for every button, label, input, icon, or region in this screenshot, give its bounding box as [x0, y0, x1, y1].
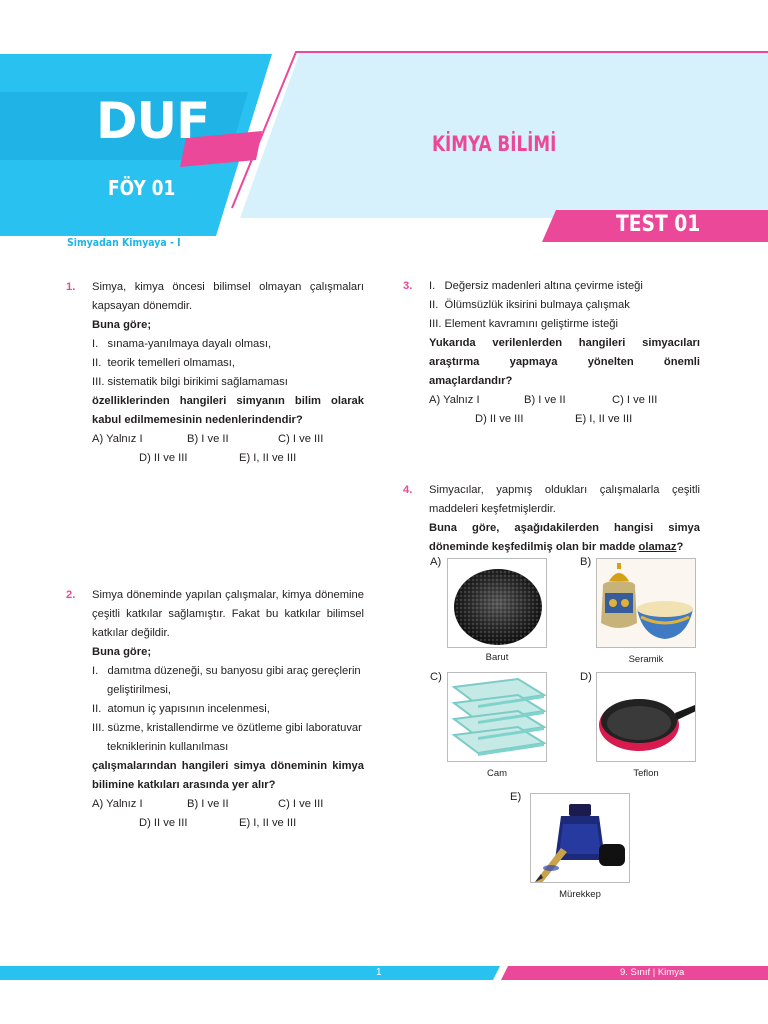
- option-d[interactable]: D) II ve III: [475, 413, 524, 425]
- question-number: 3.: [403, 280, 413, 292]
- options-row-2: [92, 449, 364, 468]
- option-d[interactable]: D) II ve III: [139, 817, 188, 829]
- question-3: [403, 277, 700, 429]
- option-b[interactable]: B) I ve II: [187, 433, 229, 445]
- question-lead: Buna göre;: [92, 646, 152, 658]
- question-number: 2.: [66, 589, 76, 601]
- course-label: 9. Sınıf | Kimya: [620, 967, 685, 978]
- caption-d: Teflon: [633, 768, 659, 779]
- option-b[interactable]: B) I ve II: [524, 394, 566, 406]
- option-e[interactable]: E) I, II ve III: [239, 817, 297, 829]
- sheet-number: FÖY 01: [108, 176, 176, 200]
- question-stem: Simya döneminde yapılan çalışmalar, kimya dönemine çeşitli katkılar sağlamıştır. Fakat bu katkılar bilimsel katkılar değildir.: [92, 589, 364, 639]
- caption-c: Cam: [486, 768, 508, 779]
- option-c[interactable]: C) I ve III: [278, 433, 324, 445]
- statement-3: III. süzme, kristallendirme ve özütleme gibi laboratuvar tekniklerinin kullanılması: [92, 722, 362, 753]
- ink-image[interactable]: [530, 793, 630, 883]
- option-b[interactable]: B) I ve II: [187, 798, 229, 810]
- option-e[interactable]: E) I, II ve III: [575, 413, 633, 425]
- caption-a: Barut: [485, 652, 509, 663]
- page-title: KİMYA BİLİMİ: [432, 132, 557, 156]
- option-a[interactable]: A) Yalnız I: [92, 433, 143, 445]
- options-row-1: [92, 430, 364, 449]
- option-e[interactable]: E) I, II ve III: [239, 452, 297, 464]
- test-label: TEST 01: [616, 212, 701, 237]
- ceramic-image[interactable]: [596, 558, 696, 648]
- question-lead: Buna göre;: [92, 319, 152, 331]
- question-4: [403, 481, 700, 557]
- question-text: çalışmalarından hangileri simya döneminin kimya bilimine katkıları arasında yer alır?: [92, 760, 364, 791]
- choice-b-letter[interactable]: B): [580, 556, 592, 568]
- option-d[interactable]: D) II ve III: [139, 452, 188, 464]
- question-text: Yukarıda verilenlerden hangileri simyacıları araştırma yapmaya yönelten önemli amaçlardandır?: [429, 337, 700, 387]
- statement-2: II. Ölümsüzlük iksirini bulmaya çalışmak: [429, 299, 630, 311]
- option-c[interactable]: C) I ve III: [278, 798, 324, 810]
- gunpowder-image[interactable]: [447, 558, 547, 648]
- teflon-pan-image[interactable]: [596, 672, 696, 762]
- negative-emphasis: olamaz: [638, 541, 677, 553]
- options-row-2: [429, 410, 700, 429]
- brand-logo: DUF: [96, 92, 210, 150]
- question-1: [66, 278, 364, 468]
- statement-1: I. Değersiz madenleri altına çevirme isteği: [429, 280, 643, 292]
- statement-2: II. teorik temelleri olmaması,: [92, 357, 235, 369]
- question-text: özelliklerinden hangileri simyanın bilim olarak kabul edilmemesinin nedenlerindendir?: [92, 395, 364, 426]
- question-number: 4.: [403, 484, 413, 496]
- frying-pan-icon: [597, 673, 696, 762]
- question-number: 1.: [66, 281, 76, 293]
- choice-c-letter[interactable]: C): [430, 671, 442, 683]
- options-row-2: [92, 814, 364, 833]
- question-2: [66, 586, 364, 833]
- choice-d-letter[interactable]: D): [580, 671, 592, 683]
- statement-3: III. Element kavramını geliştirme isteği: [429, 318, 619, 330]
- gunpowder-icon: [448, 559, 547, 648]
- option-c[interactable]: C) I ve III: [612, 394, 658, 406]
- footer-cyan-band: [0, 966, 500, 980]
- caption-b: Seramik: [628, 654, 664, 665]
- glass-image[interactable]: [447, 672, 547, 762]
- ink-bottle-icon: [531, 794, 630, 883]
- statement-2: II. atomun iç yapısının incelenmesi,: [92, 703, 270, 715]
- options-row-1: [92, 795, 364, 814]
- page-number: 1: [376, 967, 382, 978]
- ceramic-icon: [597, 559, 696, 648]
- section-subtitle: Simyadan Kimyaya - I: [67, 236, 181, 249]
- statement-1: I. sınama-yanılmaya dayalı olması,: [92, 338, 272, 350]
- options-row-1: [429, 391, 700, 410]
- option-a[interactable]: A) Yalnız I: [92, 798, 143, 810]
- glass-sheets-icon: [448, 673, 547, 762]
- statement-1: I. damıtma düzeneği, su banyosu gibi araç gereçlerin geliştirilmesi,: [92, 665, 361, 696]
- question-stem: Simyacılar, yapmış oldukları çalışmalarla çeşitli maddeleri keşfetmişlerdir.: [429, 484, 700, 515]
- option-a[interactable]: A) Yalnız I: [429, 394, 480, 406]
- choice-e-letter[interactable]: E): [510, 791, 522, 803]
- caption-e: Mürekkep: [559, 889, 601, 900]
- question-stem: Simya, kimya öncesi bilimsel olmayan çalışmaları kapsayan dönemdir.: [92, 281, 364, 312]
- statement-3: III. sistematik bilgi birikimi sağlamaması: [92, 376, 288, 388]
- question-text: Buna göre, aşağıdakilerden hangisi simya döneminde keşfedilmiş olan bir madde olamaz?: [429, 522, 700, 553]
- choice-a-letter[interactable]: A): [430, 556, 442, 568]
